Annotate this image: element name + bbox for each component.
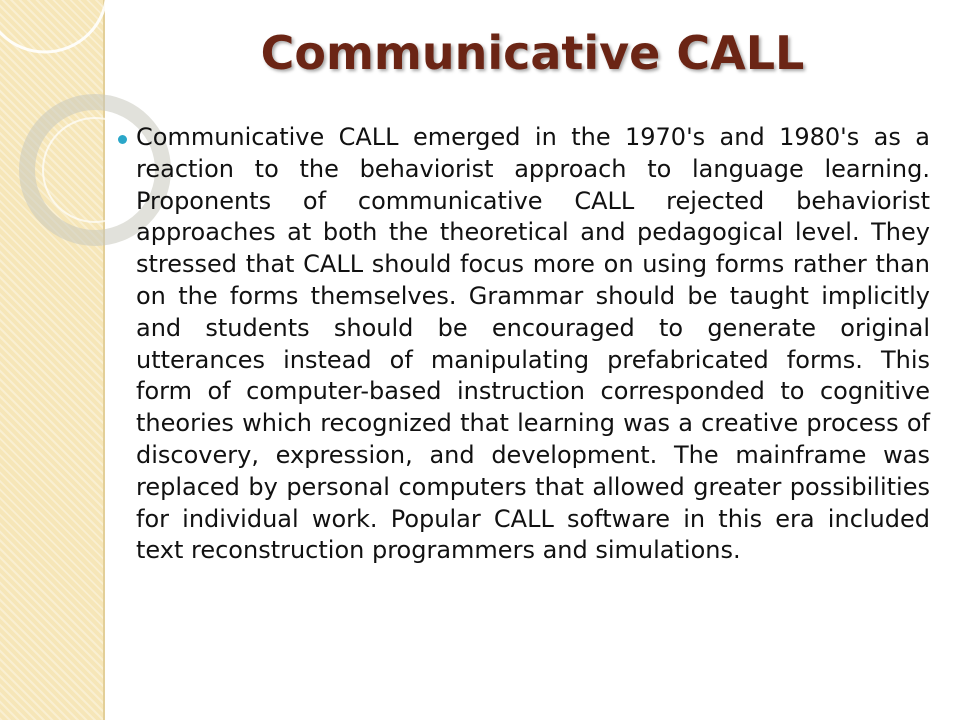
slide-title: Communicative CALL <box>260 26 805 80</box>
bullet-item <box>108 122 930 567</box>
slide-body <box>108 122 930 567</box>
bullet-dot-icon <box>118 135 127 144</box>
decorative-side-band <box>0 0 105 720</box>
bullet-text: Communicative CALL emerged in the 1970's and 1980's as a reaction to the behaviorist approach to language learning. Proponents of communicative CALL rejected behaviorist approaches at both the theoretical and pedagogical level. They stressed that CALL should focus more on using forms rather than on the forms themselves. Grammar should be taught implicitly and students should be encouraged to generate original utterances instead of manipulating prefabricated forms. This form of computer-based instruction corresponded to cognitive theories which recognized that learning was a creative process of discovery, expression, and development. The mainframe was replaced by personal computers that allowed greater possibilities for individual work. Popular CALL software in this era included text reconstruction programmers and simulations. <box>136 123 930 565</box>
